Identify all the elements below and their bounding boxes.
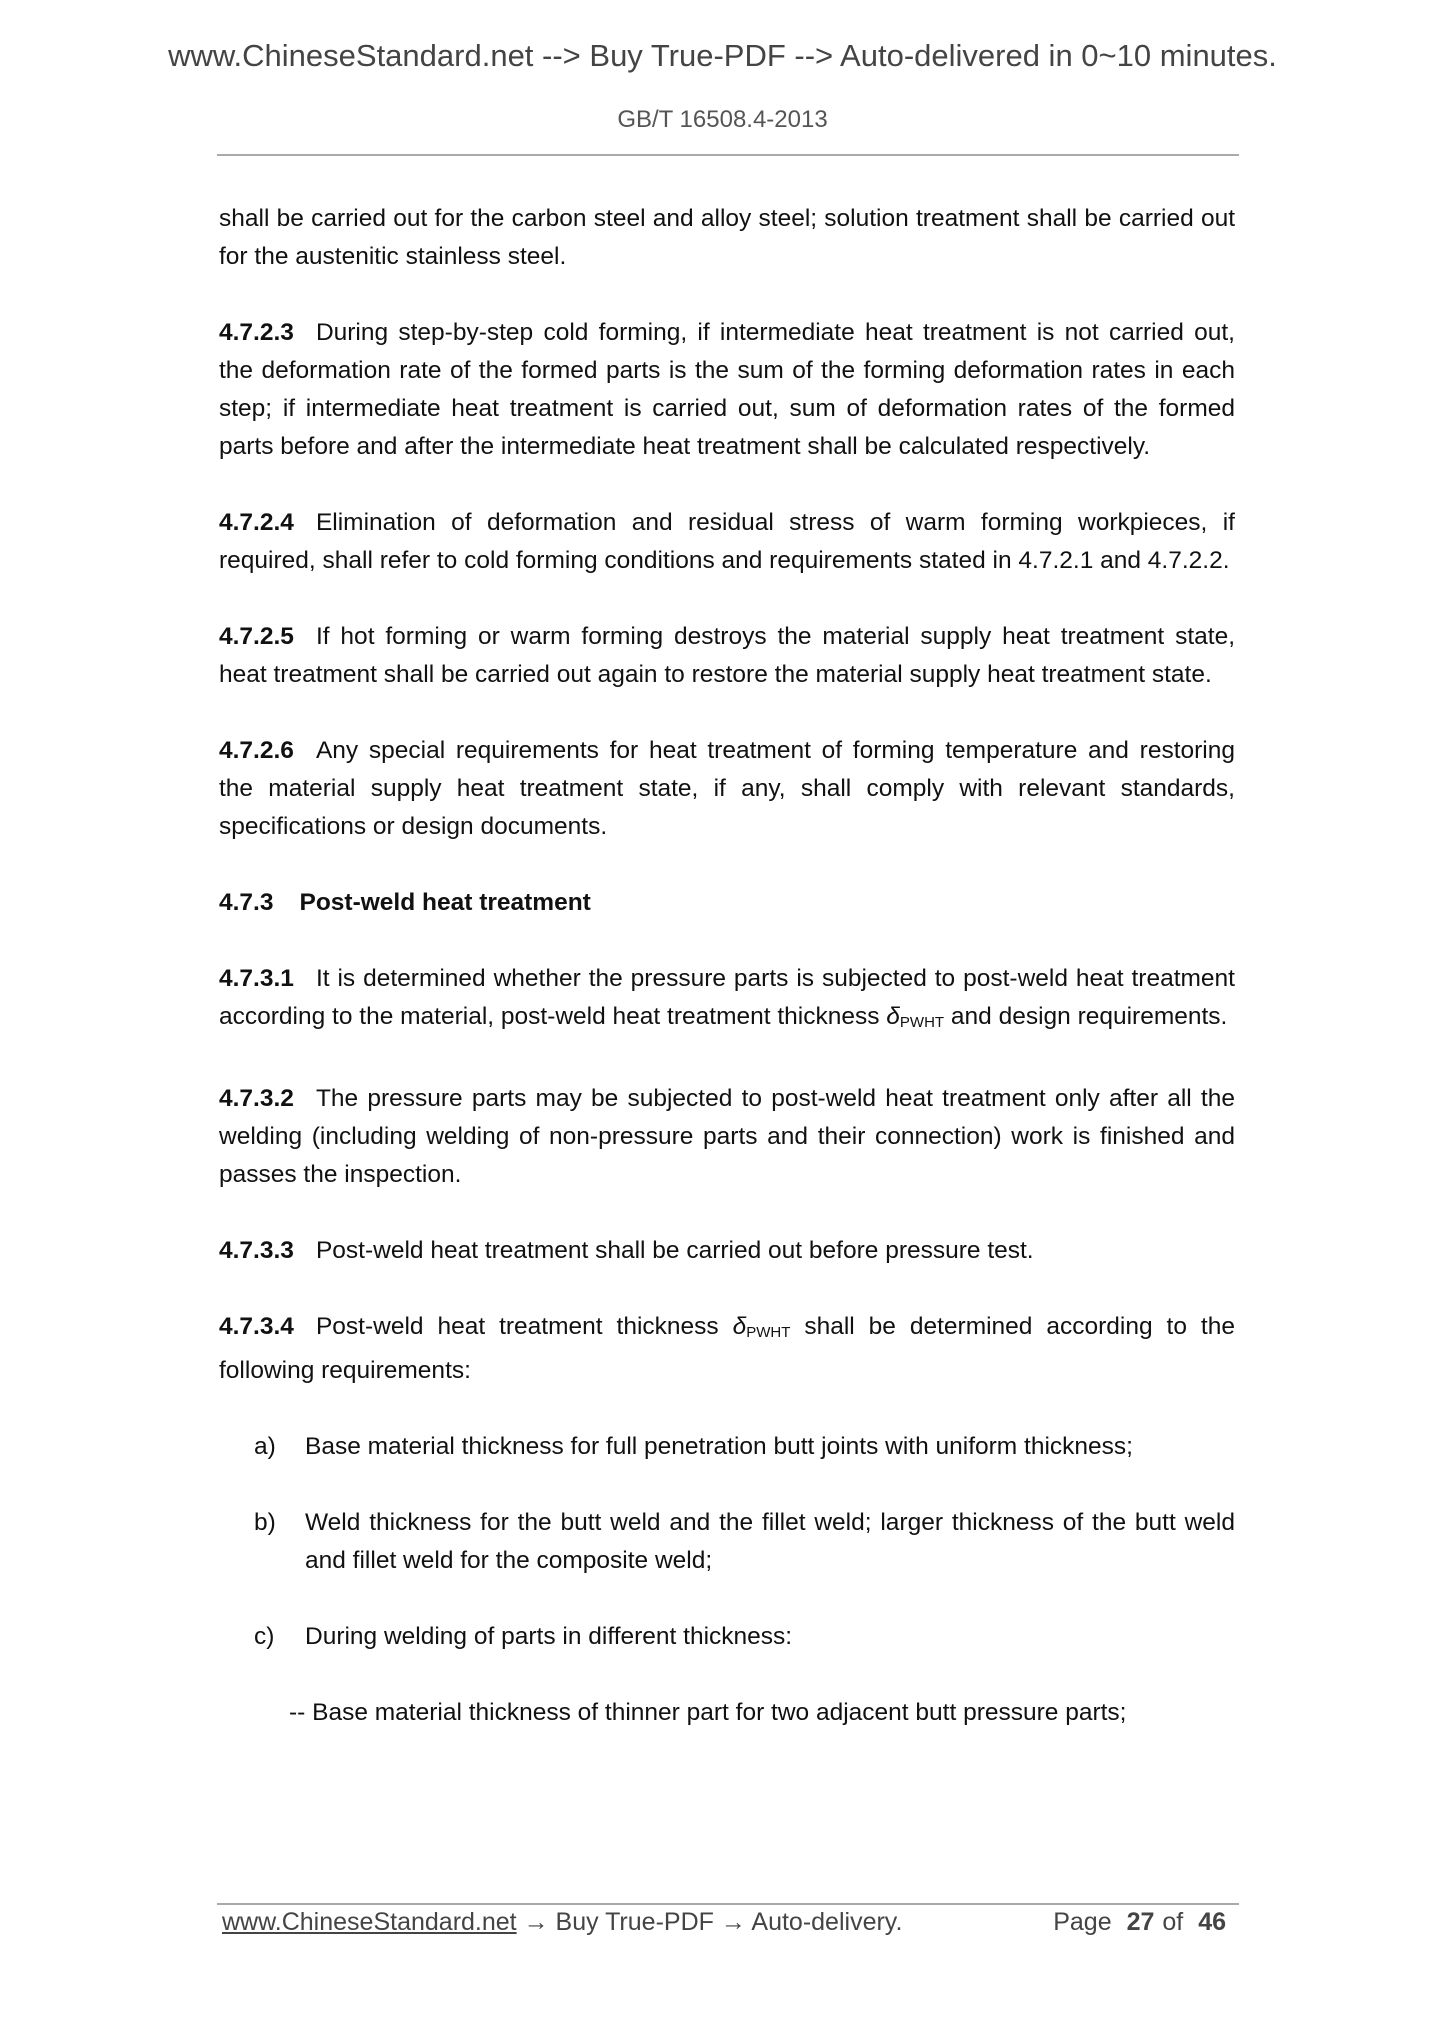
clause-text: Post-weld heat treatment thickness — [315, 1313, 733, 1340]
subscript: PWHT — [746, 1324, 791, 1341]
clause-4-7-3-3 — [219, 1232, 1235, 1270]
list-label: a) — [254, 1433, 276, 1460]
of-label: of — [1162, 1908, 1184, 1936]
clause-text-cont: shall be determined according to the following requirements: — [219, 1313, 1235, 1384]
header-divider — [217, 154, 1239, 156]
top-banner: www.ChineseStandard.net --> Buy True-PDF --> Auto-delivered in 0~10 minutes. — [168, 38, 1277, 73]
clause-number: 4.7.2.4 — [219, 509, 294, 536]
clause-number: 4.7.2.3 — [219, 319, 294, 346]
page-number: 27 — [1126, 1908, 1155, 1936]
clause-number: 4.7.3.4 — [219, 1313, 294, 1340]
list-item — [254, 1504, 1235, 1580]
clause-text-cont: and design requirements. — [944, 1003, 1228, 1030]
clause-4-7-3-2 — [219, 1080, 1235, 1194]
clause-number: 4.7.3.1 — [219, 965, 294, 992]
clause-number: 4.7.2.5 — [219, 623, 294, 650]
footer-link[interactable]: www.ChineseStandard.net — [222, 1908, 517, 1936]
clause-number: 4.7.3.3 — [219, 1237, 294, 1264]
section-title: Post-weld heat treatment — [299, 889, 591, 916]
clause-4-7-2-6 — [219, 732, 1235, 846]
footer — [222, 1908, 1234, 1937]
clause-text: During step-by-step cold forming, if intermediate heat treatment is not carried out, the deformation rate of the formed parts is the sum of the forming deformation rates in each step; if intermediate heat treatment is carried out, sum of deformation rates of the formed parts before and after the intermediate heat treatment shall be calculated respectively. — [219, 319, 1235, 460]
clause-text: Elimination of deformation and residual stress of warm forming workpieces, if required, shall refer to cold forming conditions and requirements stated in 4.7.2.1 and 4.7.2.2. — [219, 509, 1235, 574]
dash-item: -- Base material thickness of thinner part for two adjacent butt pressure parts; — [289, 1699, 1127, 1726]
clause-4-7-3-1 — [219, 960, 1235, 1042]
list-label: b) — [254, 1509, 276, 1536]
list-label: c) — [254, 1623, 275, 1650]
clause-text: If hot forming or warm forming destroys the material supply heat treatment state, heat treatment shall be carried out again to restore the material supply heat treatment state. — [219, 623, 1235, 688]
delta-symbol: δ — [886, 1003, 900, 1030]
standard-number: GB/T 16508.4-2013 — [617, 106, 828, 133]
paragraph: shall be carried out for the carbon steel and alloy steel; solution treatment shall be carried out for the austenitic stainless steel. — [219, 205, 1235, 270]
list-text: Weld thickness for the butt weld and the fillet weld; larger thickness of the butt weld and fillet weld for the composite weld; — [305, 1509, 1235, 1574]
clause-4-7-2-5 — [219, 618, 1235, 694]
list-text: Base material thickness for full penetration butt joints with uniform thickness; — [305, 1433, 1133, 1460]
page-total: 46 — [1198, 1908, 1226, 1936]
page-indicator — [1053, 1908, 1234, 1937]
clause-text: Any special requirements for heat treatment of forming temperature and restoring the material supply heat treatment state, if any, shall comply with relevant standards, specifications or design documents. — [219, 737, 1235, 840]
document-body — [219, 200, 1235, 1770]
delta-symbol: δ — [732, 1313, 747, 1340]
footer-divider — [217, 1903, 1239, 1905]
list-text: During welding of parts in different thickness: — [305, 1623, 793, 1650]
clause-text: It is determined whether the pressure parts is subjected to post-weld heat treatment according to the material, post-weld heat treatment thickness — [219, 965, 1235, 1030]
footer-text: → Buy True-PDF → Auto-delivery. — [516, 1908, 903, 1936]
clause-number: 4.7.2.6 — [219, 737, 294, 764]
section-heading — [219, 884, 1235, 922]
clause-text: The pressure parts may be subjected to post-weld heat treatment only after all the welding (including welding of non-pressure parts and their connection) work is finished and passes the inspection. — [219, 1085, 1235, 1188]
subscript: PWHT — [899, 1014, 945, 1031]
clause-4-7-2-4 — [219, 504, 1235, 580]
list-item — [254, 1428, 1235, 1466]
section-number: 4.7.3 — [219, 889, 274, 916]
clause-number: 4.7.3.2 — [219, 1085, 294, 1112]
page-label: Page — [1053, 1908, 1112, 1936]
clause-text: Post-weld heat treatment shall be carried out before pressure test. — [315, 1237, 1034, 1264]
list-item — [254, 1618, 1235, 1656]
clause-4-7-2-3 — [219, 314, 1235, 466]
clause-4-7-3-4 — [219, 1308, 1235, 1390]
